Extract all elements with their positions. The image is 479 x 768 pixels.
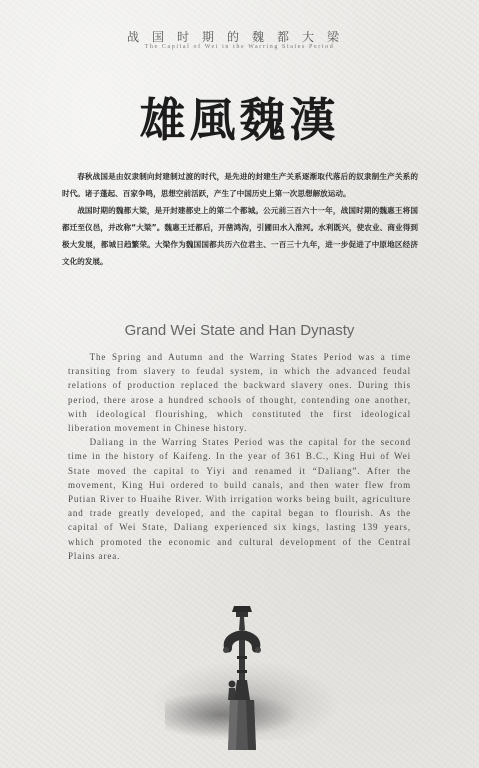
cn-body-text <box>62 168 418 270</box>
header-subtitle-en: The Capital of Wei in the Warring States Period <box>144 44 335 50</box>
en-paragraph: Daliang in the Warring States Period was the capital for the second time in the history of Kaifeng. In the year of 361 B.C., King Hui of Wei State moved the capital to Yiyi and renamed it “Daliang”. After the movement, King Hui ordered to build canals, and then water flew from Putian River to Huaihe River. With irrigation works being built, agriculture and trade greatly developed, and the capital began to flourish. As the capital of Wei State, Daliang experienced six kings, lasting 139 years, which promoted the economic and cultural development of the Central Plains area. <box>68 437 411 561</box>
cn-paragraph: 战国时期的魏都大梁，是开封建都史上的第二个都城。公元前三百六十一年，战国时期的魏惠王将国都迁至仪邑，并改称“大梁”。魏惠王迁都后，开凿鸿沟，引圃田水入淮河。水利既兴，使农业、商业得到极大发展，都城日趋繁荣。大梁作为魏国国都共历六位君主、一百三十九年，进一步促进了中原地区经济文化的发展。 <box>62 206 418 266</box>
en-section-title: Grand Wei State and Han Dynasty <box>124 322 355 339</box>
header-title-cn: 战国时期的魏都大梁 <box>126 30 352 44</box>
en-paragraph: The Spring and Autumn and the Warring States Period was a time transiting from slavery to feudal system, in which the advanced feudal relations of production replaced the backward slavery ones. During this period, there arose a hundred schools of thought, contending one another, with ideological flourishing, which constituted the first ideological liberation movement in Chinese history. <box>68 352 411 434</box>
bronze-lamp-relic-icon <box>210 604 274 754</box>
en-body-text <box>68 350 411 563</box>
cn-paragraph: 春秋战国是由奴隶制向封建制过渡的时代，是先进的封建生产关系逐渐取代落后的奴隶制生产关系的时代。诸子蓬起、百家争鸣，思想空前活跃，产生了中国历史上第一次思想解放运动。 <box>62 172 418 198</box>
calligraphy-title: 雄風魏漢 <box>139 93 340 147</box>
